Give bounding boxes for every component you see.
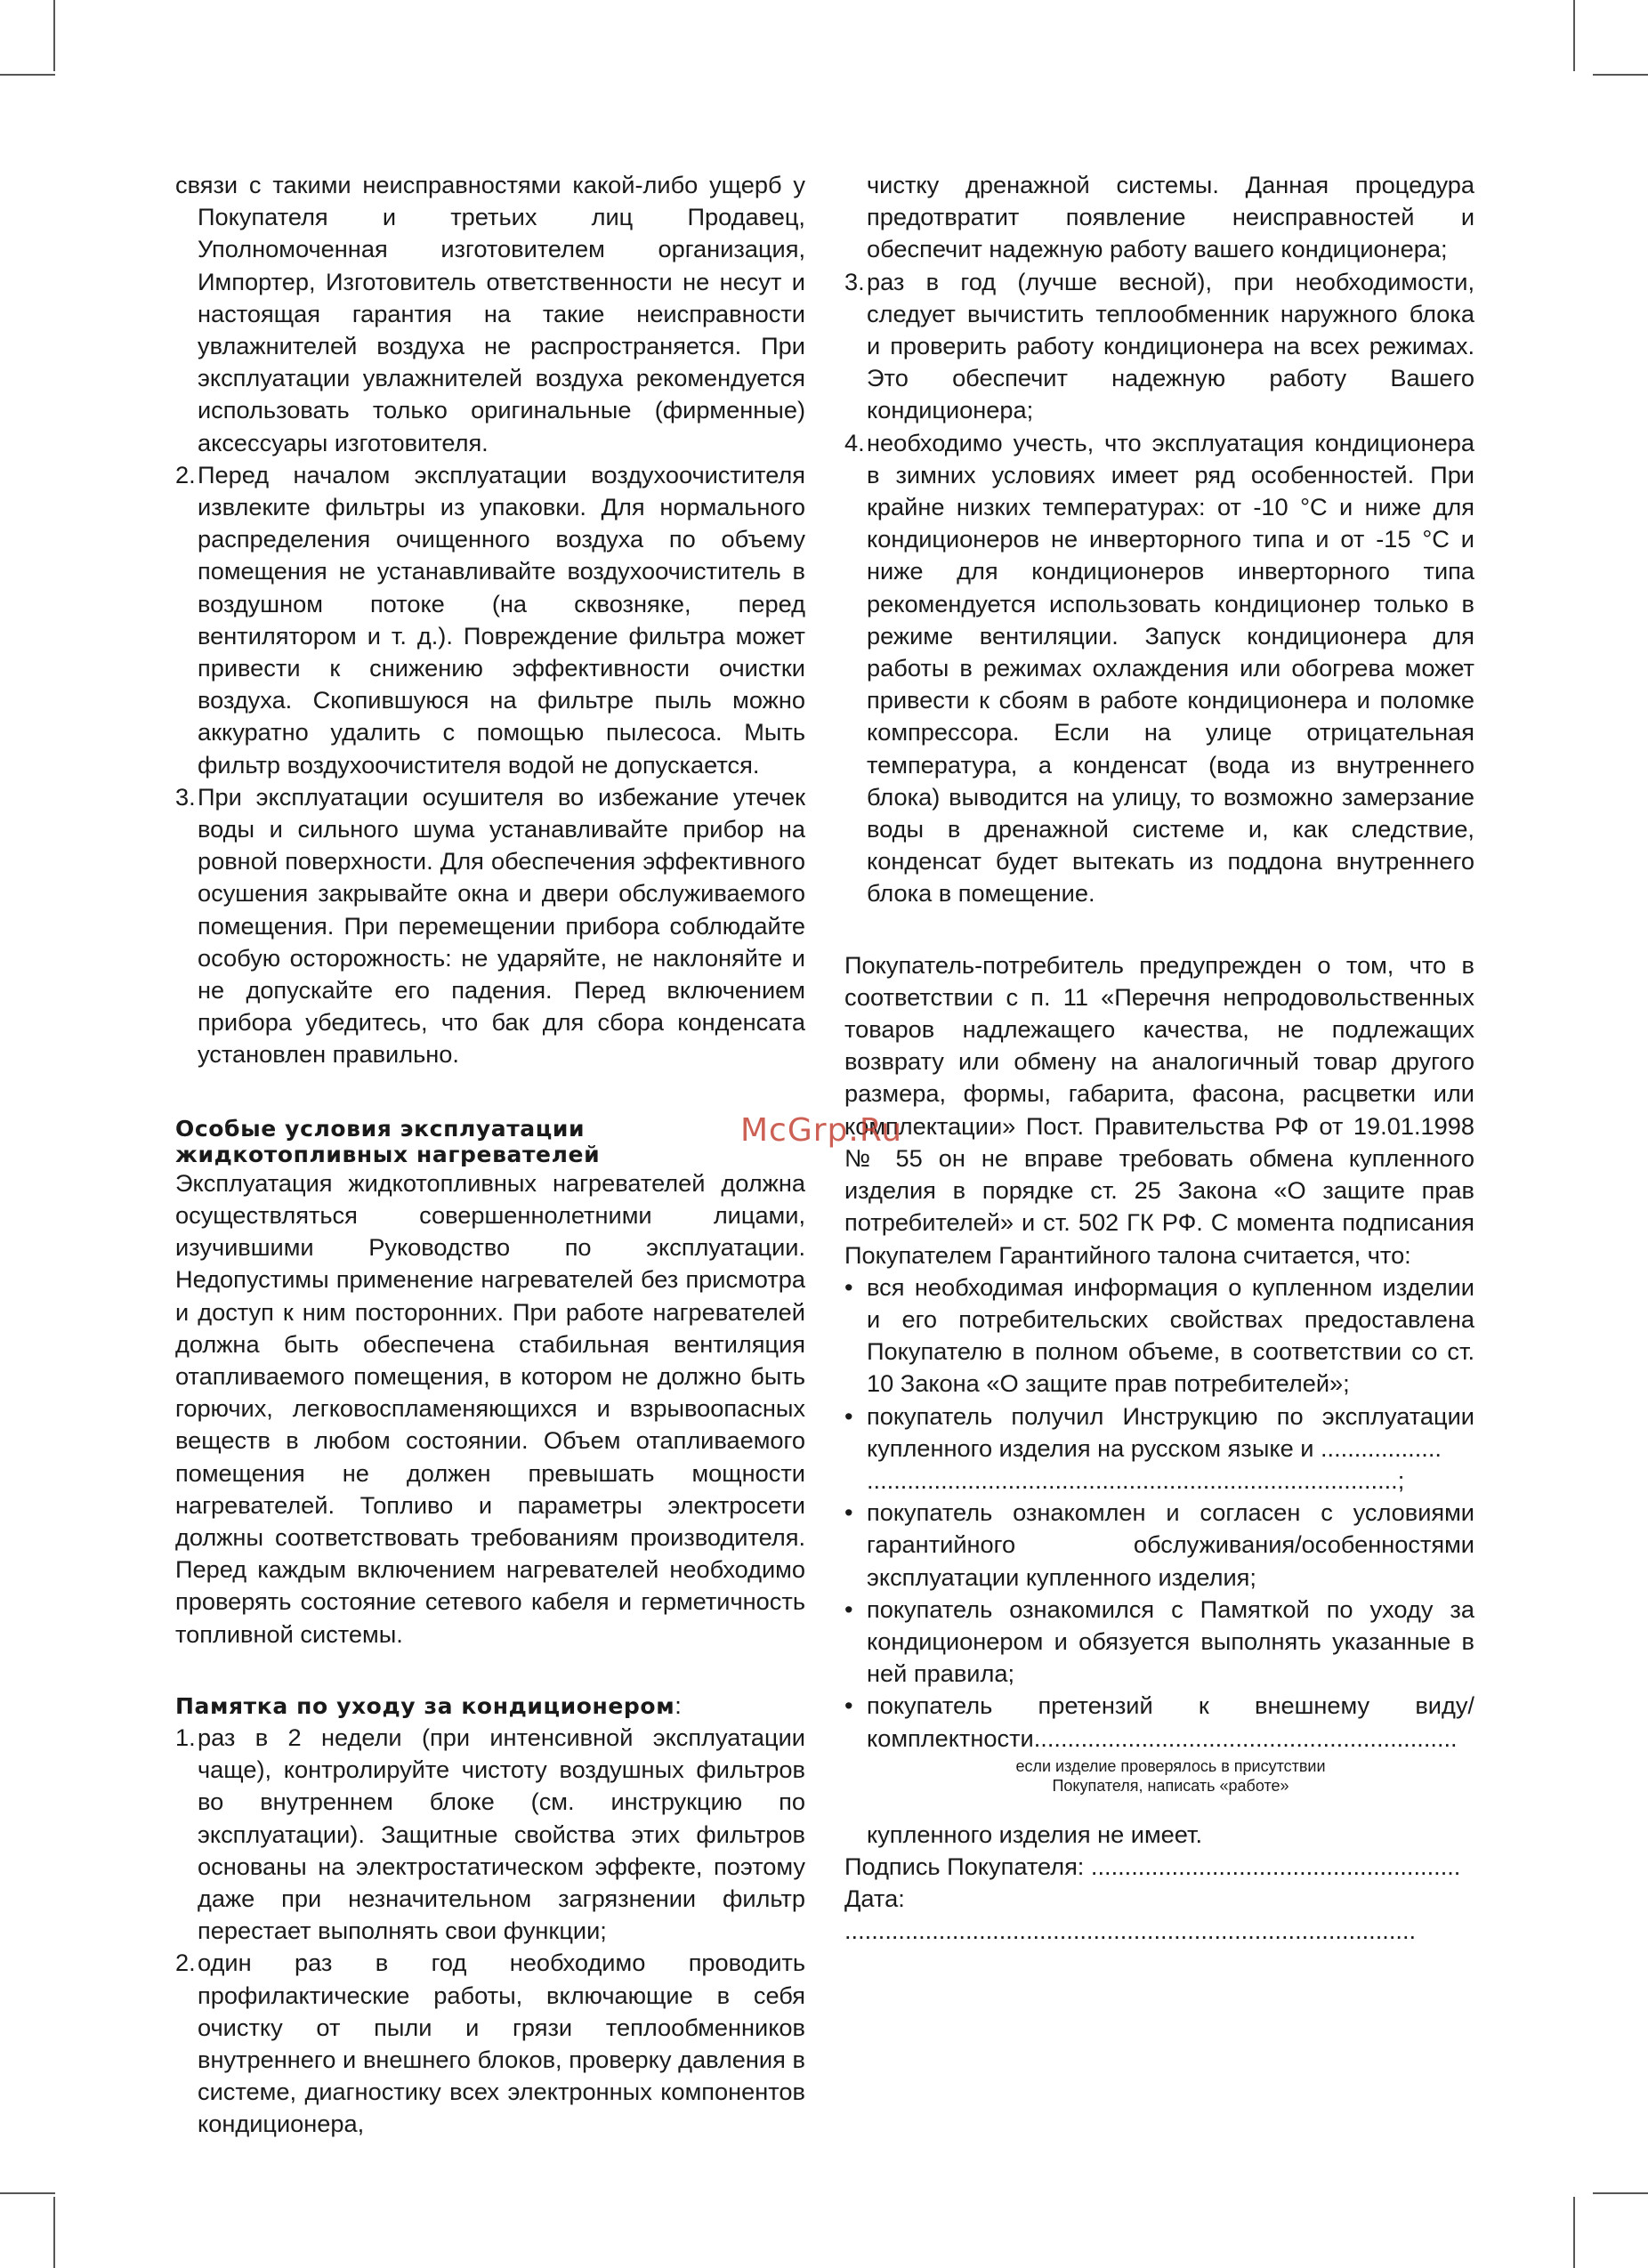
bullet-item [844,1400,1474,1497]
list-item [175,459,805,781]
list-item-text: необходимо учесть, что эксплуатация кондиционера в зимних условиях имеет ряд особенностей. При крайне низких температурах: от -10 °С и ниже для кондиционеров не инверторного типа и от -15 °С и ниже для кондиционеров инверторного типа рекомендуется использовать кондиционер только в режиме вентиляции. Запуск кондиционера для работы в режимах охлаждения или обогрева может привести к сбоям в работе кондиционера и поломке компрессора. Если на улице отрицательная температура, а конденсат (вода из внутреннего блока) выводится на улицу, то возможно замерзание воды в дренажной системе и, как следствие, конденсат будет вытекать из поддона внутреннего блока в помещение. [867,428,1474,908]
list-item [844,266,1474,427]
bullet-text: покупатель ознакомлен и согласен с условиями гарантийного обслуживания/особенностями эксплуатации купленного изделия; [867,1498,1474,1591]
bullet-marker: • [844,1401,853,1430]
left-column [175,169,805,2141]
continuation-paragraph: связи с такими неисправностями какой-либо ущерб у Покупателя и третьих лиц Продавец, Уполномоченная изготовителем организация, Импортер, Изготовитель ответственности не несут и настоящая гарантия на такие неисправности увлажнителей воздуха не распространяется. При эксплуатации увлажнителей воздуха рекомендуется использовать только оригинальные (фирменные) аксессуары изготовителя. [175,171,805,456]
list-item [175,1722,805,1947]
heater-heading: Особые условия эксплуатации жидкотопливных нагревателей [175,1115,601,1167]
bullet-text: покупатель претензий к внешнему виду/комплектности............................................................... [867,1691,1474,1752]
list-marker: 4. [844,428,865,456]
watermark: McGrp.Ru [740,1112,903,1149]
care-list-right [844,266,1474,910]
crop-mark [1593,2192,1648,2194]
list-item-text: При эксплуатации осушителя во избежание утечек воды и сильного шума устанавливайте прибор на ровной поверхности. Для обеспечения эффективного осушения закрывайте окна и двери обслуживаемого помещения. При перемещении прибора соблюдайте особую осторожность: не ударяйте, не наклоняйте и не допускайте его падения. Перед включением прибора убедитесь, что бак для сбора конденсата установлен правильно. [198,782,805,1069]
list-marker: 2. [175,1949,196,1977]
bullet-item [844,1497,1474,1594]
crop-mark [1573,0,1575,71]
crop-mark [1573,2197,1575,2268]
bullet-item [844,1271,1474,1400]
signature-line: Подпись Покупателя: ....................................................... [844,1852,1461,1880]
list-item [175,1947,805,2140]
crop-mark [53,2197,55,2268]
bullet-text: покупатель получил Инструкцию по эксплуатации купленного изделия на русском языке и .................. [867,1401,1474,1462]
list-item [175,781,805,1071]
bullet-text-continuation: ...............................................................................; [867,1465,1405,1494]
list-item [844,427,1474,910]
list-marker: 2. [175,460,196,488]
crop-mark [0,2192,55,2194]
list-marker: 1. [175,1723,196,1751]
list-marker: 3. [844,267,865,295]
care-heading-colon: : [675,1691,682,1719]
heater-paragraph: Эксплуатация жидкотопливных нагревателей должна осуществляться совершеннолетними лицами, изучившими Руководство по эксплуатации. Недопустимы применение нагревателей без присмотра и доступ к ним посторонних. При работе нагревателей должна быть обеспечена стабильная вентиляция отапливаемого помещения, в котором не должно быть горючих, легковоспламеняющихся и взрывоопасных веществ в любом состоянии. Объем отапливаемого помещения не должен превышать мощности нагревателей. Топливо и параметры электросети должны соответствовать требованиям производителя. Перед каждым включением нагревателей необходимо проверять состояние сетевого кабеля и герметичность топливной системы. [175,1168,805,1648]
care-list-left [175,1722,805,2141]
footnote [844,1756,1474,1796]
list-item-text: раз в 2 недели (при интенсивной эксплуатации чаще), контролируйте чистоту воздушных фильтров во внутреннем блоке (см. инструкцию по эксплуатации). Защитные свойства этих фильтров основаны на электростатическом эффекте, поэтому даже при незначительном загрязнении фильтр перестает выполнять свои функции; [198,1723,805,1945]
bullet-text: вся необходимая информация о купленном изделии и его потребительских свойствах предоставлена Покупателю в полном объеме, в соответствии со ст. 10 Закона «О защите прав потребителей»; [867,1272,1474,1398]
buyer-paragraph: Покупатель-потребитель предупрежден о том, что в соответствии с п. 11 «Перечня непродовольственных товаров надлежащего качества, не подлежащих возврату или обмену на аналогичный товар другого размера, формы, габарита, фасона, расцветки или комплектации» Пост. Правительства РФ от 19.01.1998 № 55 он не вправе требовать обмена купленного изделия в порядке ст. 25 Закона «О защите прав потребителей» и ст. 502 ГК РФ. С момента подписания Покупателем Гарантийного талона считается, что: [844,950,1474,1269]
list-marker: 3. [175,782,196,811]
bullet-item [844,1690,1474,1754]
final-statement: купленного изделия не имеет. [867,1820,1202,1848]
list-item-text: раз в год (лучше весной), при необходимости, следует вычистить теплообменник наружного блока и проверить работу кондиционера на всех режимах. Это обеспечит надежную работу Вашего кондиционера; [867,267,1474,424]
crop-mark [53,0,55,71]
continuation-paragraph: чистку дренажной системы. Данная процедура предотвратит появление неисправностей и обеспечит надежную работу вашего кондиционера; [867,171,1474,263]
dryer-purifier-list [175,459,805,1071]
bullet-marker: • [844,1498,853,1527]
list-item-text: один раз в год необходимо проводить профилактические работы, включающие в себя очистку от пыли и грязи теплообменников внутреннего и внешнего блоков, проверку давления в системе, диагностику всех электронных компонентов кондиционера, [198,1949,805,2138]
bullet-marker: • [844,1272,853,1301]
bullet-item [844,1594,1474,1691]
bullet-text: покупатель ознакомился с Памяткой по уходу за кондиционером и обязуется выполнять указанные в ней правила; [867,1594,1474,1688]
date-line: Дата: ..................................................................................... [844,1885,1417,1945]
bullet-marker: • [844,1594,853,1623]
bullet-marker: • [844,1691,853,1720]
crop-mark [1593,74,1648,76]
right-column [844,169,1474,1948]
crop-mark [0,74,55,76]
footnote-line: Покупателя, написать «работе» [1052,1776,1289,1795]
footnote-line: если изделие проверялось в присутствии [1015,1756,1326,1775]
care-heading: Памятка по уходу за кондиционером [175,1692,675,1719]
list-item-text: Перед началом эксплуатации воздухоочистителя извлеките фильтры из упаковки. Для нормального распределения очищенного воздуха по объему помещения не устанавливайте воздухоочиститель в воздушном потоке (на сквозняке, перед вентилятором и т. д.). Повреждение фильтра может привести к снижению эффективности очистки воздуха. Скопившуюся на фильтре пыль можно аккуратно удалить с помощью пылесоса. Мыть фильтр воздухоочистителя водой не допускается. [198,460,805,779]
buyer-bullets [844,1271,1474,1755]
